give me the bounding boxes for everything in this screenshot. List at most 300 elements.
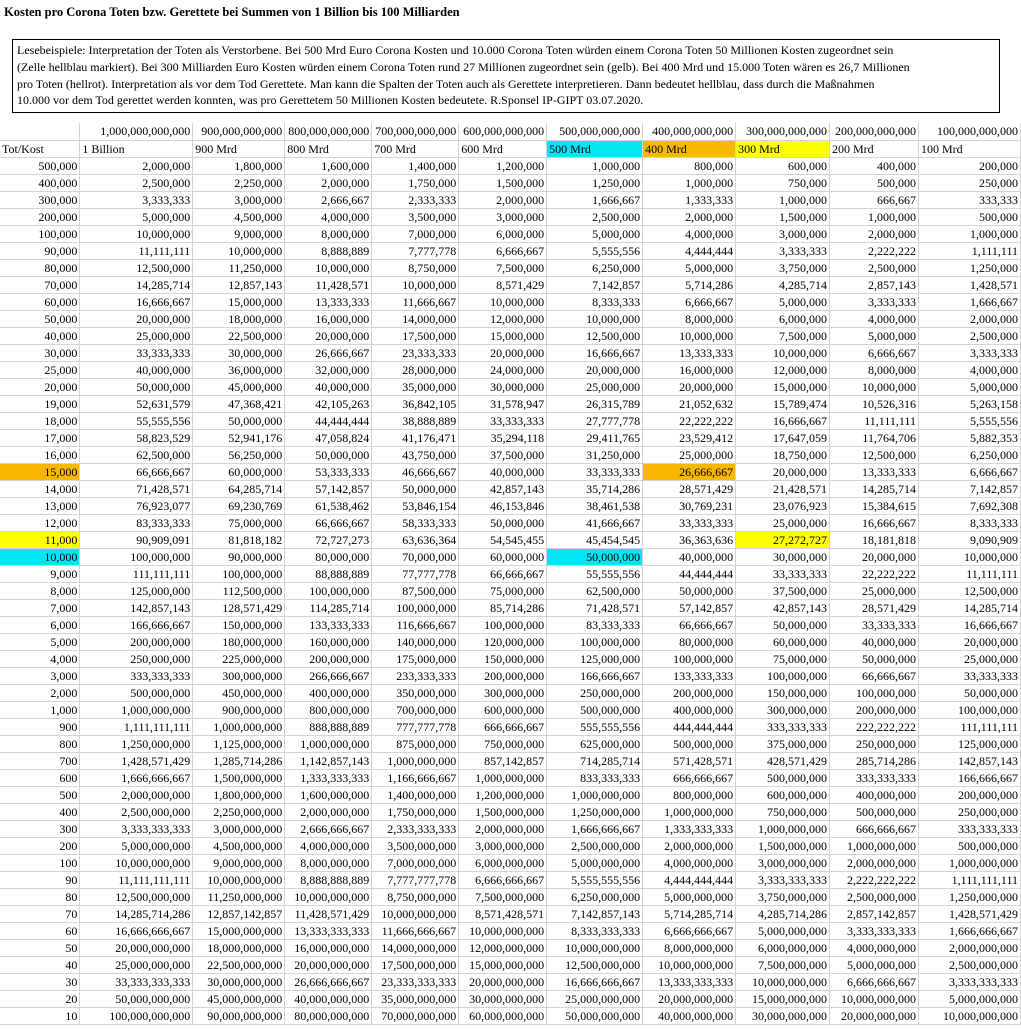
table-cell[interactable]: 4,000,000,000 bbox=[643, 854, 736, 871]
table-cell[interactable]: 500,000,000 bbox=[80, 684, 193, 701]
table-cell[interactable]: 40,000,000 bbox=[80, 361, 193, 378]
table-cell[interactable]: 36,842,105 bbox=[372, 395, 459, 412]
table-cell[interactable]: 600,000 bbox=[736, 157, 830, 174]
table-cell[interactable]: 400,000,000 bbox=[643, 701, 736, 718]
table-cell[interactable]: 2,000,000 bbox=[643, 208, 736, 225]
table-cell[interactable]: 1,125,000,000 bbox=[193, 735, 285, 752]
table-cell[interactable]: 1,200,000 bbox=[459, 157, 547, 174]
table-cell[interactable]: 33,333,333 bbox=[736, 565, 830, 582]
table-cell[interactable]: 1,250,000 bbox=[547, 174, 643, 191]
table-cell[interactable]: 6,666,667 bbox=[643, 293, 736, 310]
table-cell[interactable]: 28,571,429 bbox=[830, 599, 919, 616]
table-cell[interactable]: 5,263,158 bbox=[918, 395, 1020, 412]
table-cell[interactable]: 71,428,571 bbox=[80, 480, 193, 497]
table-cell[interactable]: 66,666,667 bbox=[285, 514, 372, 531]
table-cell[interactable]: 16,666,666,667 bbox=[547, 973, 643, 990]
table-cell[interactable]: 375,000,000 bbox=[736, 735, 830, 752]
table-cell[interactable]: 2,000,000,000 bbox=[80, 786, 193, 803]
table-cell[interactable]: 3,333,333,333 bbox=[736, 871, 830, 888]
table-cell[interactable]: 6,666,666,667 bbox=[459, 871, 547, 888]
table-cell[interactable]: 100,000,000 bbox=[918, 701, 1020, 718]
table-cell[interactable]: 875,000,000 bbox=[372, 735, 459, 752]
table-cell[interactable]: 6,250,000,000 bbox=[547, 888, 643, 905]
row-header-cell[interactable]: 50,000 bbox=[0, 310, 80, 327]
table-cell[interactable]: 4,000,000 bbox=[918, 361, 1020, 378]
table-cell[interactable]: 5,555,556 bbox=[547, 242, 643, 259]
table-cell[interactable]: 77,777,778 bbox=[372, 565, 459, 582]
table-cell[interactable]: 7,142,857 bbox=[918, 480, 1020, 497]
table-cell[interactable]: 800,000 bbox=[643, 157, 736, 174]
row-header-cell[interactable]: 200,000 bbox=[0, 208, 80, 225]
table-cell[interactable]: 400,000,000 bbox=[285, 684, 372, 701]
table-cell[interactable]: 1,000,000,000 bbox=[193, 718, 285, 735]
table-cell[interactable]: 3,333,333,333 bbox=[918, 973, 1020, 990]
table-cell[interactable]: 88,888,889 bbox=[285, 565, 372, 582]
row-header-cell[interactable]: 90,000 bbox=[0, 242, 80, 259]
table-cell[interactable]: 50,000,000 bbox=[372, 480, 459, 497]
table-cell[interactable]: 50,000,000 bbox=[643, 582, 736, 599]
table-cell[interactable]: 125,000,000 bbox=[547, 650, 643, 667]
table-cell[interactable]: 17,500,000 bbox=[372, 327, 459, 344]
table-cell[interactable]: 1,250,000 bbox=[918, 259, 1020, 276]
table-cell[interactable]: 5,714,285,714 bbox=[643, 905, 736, 922]
table-cell[interactable]: 5,000,000 bbox=[830, 327, 919, 344]
table-cell[interactable]: 54,545,455 bbox=[459, 531, 547, 548]
table-cell[interactable]: 3,000,000 bbox=[459, 208, 547, 225]
table-cell[interactable]: 60,000,000 bbox=[459, 548, 547, 565]
table-cell[interactable]: 6,250,000 bbox=[547, 259, 643, 276]
table-cell[interactable]: 40,000,000,000 bbox=[643, 1007, 736, 1024]
table-cell[interactable]: 2,857,143 bbox=[830, 276, 919, 293]
row-header-cell[interactable]: 700 bbox=[0, 752, 80, 769]
table-cell[interactable]: 4,000,000 bbox=[285, 208, 372, 225]
table-cell[interactable]: 37,500,000 bbox=[459, 446, 547, 463]
table-cell[interactable]: 10,000,000,000 bbox=[285, 888, 372, 905]
row-header-cell[interactable]: 10 bbox=[0, 1007, 80, 1024]
table-cell[interactable]: 6,000,000 bbox=[736, 310, 830, 327]
row-header-cell[interactable]: 20 bbox=[0, 990, 80, 1007]
row-header-cell[interactable]: 200 bbox=[0, 837, 80, 854]
table-cell[interactable]: 1,000,000 bbox=[918, 225, 1020, 242]
table-cell[interactable]: 5,000,000 bbox=[918, 378, 1020, 395]
table-cell[interactable]: 500,000,000 bbox=[830, 803, 919, 820]
table-cell[interactable]: 12,857,142,857 bbox=[193, 905, 285, 922]
table-cell[interactable]: 11,250,000 bbox=[193, 259, 285, 276]
table-cell[interactable]: 11,111,111 bbox=[830, 412, 919, 429]
table-cell[interactable]: 800,000,000,000 bbox=[285, 123, 372, 140]
table-cell[interactable]: 8,333,333 bbox=[918, 514, 1020, 531]
row-header-cell[interactable]: 300,000 bbox=[0, 191, 80, 208]
table-cell[interactable]: 10,000,000 bbox=[193, 242, 285, 259]
table-cell[interactable]: 69,230,769 bbox=[193, 497, 285, 514]
table-cell[interactable]: 10,000,000 bbox=[80, 225, 193, 242]
table-cell[interactable]: 7,500,000,000 bbox=[736, 956, 830, 973]
table-cell[interactable]: 35,714,286 bbox=[547, 480, 643, 497]
table-cell[interactable]: 50,000,000 bbox=[547, 548, 643, 565]
table-cell[interactable]: 20,000,000 bbox=[830, 548, 919, 565]
table-cell[interactable]: 133,333,333 bbox=[285, 616, 372, 633]
table-cell[interactable]: 15,000,000 bbox=[459, 327, 547, 344]
table-cell[interactable]: 100,000,000 bbox=[643, 650, 736, 667]
table-cell[interactable]: 14,000,000,000 bbox=[372, 939, 459, 956]
table-cell[interactable]: 300,000,000 bbox=[736, 701, 830, 718]
table-cell[interactable]: 3,750,000,000 bbox=[736, 888, 830, 905]
table-cell[interactable]: 18,000,000,000 bbox=[193, 939, 285, 956]
table-cell[interactable]: 1,111,111,111 bbox=[918, 871, 1020, 888]
table-cell[interactable]: 27,272,727 bbox=[736, 531, 830, 548]
table-cell[interactable]: 44,444,444 bbox=[285, 412, 372, 429]
table-cell[interactable]: 1,333,333,333 bbox=[643, 820, 736, 837]
table-cell[interactable]: 57,142,857 bbox=[643, 599, 736, 616]
table-cell[interactable]: 43,750,000 bbox=[372, 446, 459, 463]
table-cell[interactable]: 53,846,154 bbox=[372, 497, 459, 514]
table-cell[interactable]: 64,285,714 bbox=[193, 480, 285, 497]
table-cell[interactable]: 1,666,667 bbox=[547, 191, 643, 208]
table-cell[interactable]: 23,333,333 bbox=[372, 344, 459, 361]
table-cell[interactable]: 1,500,000 bbox=[459, 174, 547, 191]
table-cell[interactable]: 50,000,000,000 bbox=[80, 990, 193, 1007]
table-cell[interactable]: 12,000,000 bbox=[459, 310, 547, 327]
row-header-cell[interactable]: 14,000 bbox=[0, 480, 80, 497]
table-cell[interactable]: 40,000,000,000 bbox=[285, 990, 372, 1007]
table-cell[interactable]: 57,142,857 bbox=[285, 480, 372, 497]
table-cell[interactable]: 1,000,000,000 bbox=[80, 701, 193, 718]
table-cell[interactable]: 140,000,000 bbox=[372, 633, 459, 650]
table-cell[interactable]: 50,000,000 bbox=[459, 514, 547, 531]
table-cell[interactable]: 8,571,429 bbox=[459, 276, 547, 293]
row-header-cell[interactable]: 11,000 bbox=[0, 531, 80, 548]
table-cell[interactable]: 12,857,143 bbox=[193, 276, 285, 293]
table-cell[interactable]: 166,666,667 bbox=[80, 616, 193, 633]
table-cell[interactable]: 6,666,666,667 bbox=[830, 973, 919, 990]
table-cell[interactable]: 4,500,000,000 bbox=[193, 837, 285, 854]
table-cell[interactable]: 2,000,000 bbox=[918, 310, 1020, 327]
table-cell[interactable]: 13,333,333 bbox=[285, 293, 372, 310]
table-cell[interactable]: 15,000,000,000 bbox=[193, 922, 285, 939]
table-cell[interactable]: 11,428,571,429 bbox=[285, 905, 372, 922]
table-cell[interactable]: 16,666,667 bbox=[736, 412, 830, 429]
table-cell[interactable]: 180,000,000 bbox=[193, 633, 285, 650]
row-header-cell[interactable]: 900 bbox=[0, 718, 80, 735]
table-cell[interactable]: 40,000,000 bbox=[459, 463, 547, 480]
row-header-cell[interactable]: 8,000 bbox=[0, 582, 80, 599]
table-cell[interactable]: 250,000,000 bbox=[547, 684, 643, 701]
table-cell[interactable]: 500,000,000 bbox=[918, 837, 1020, 854]
table-cell[interactable]: 1,666,667 bbox=[918, 293, 1020, 310]
table-cell[interactable]: 26,315,789 bbox=[547, 395, 643, 412]
table-cell[interactable]: 20,000,000,000 bbox=[643, 990, 736, 1007]
table-cell[interactable]: 66,666,667 bbox=[459, 565, 547, 582]
table-cell[interactable]: 20,000,000 bbox=[736, 463, 830, 480]
table-cell[interactable]: 21,428,571 bbox=[736, 480, 830, 497]
table-cell[interactable]: 10,000,000,000 bbox=[193, 871, 285, 888]
table-cell[interactable]: 3,000,000,000 bbox=[459, 837, 547, 854]
table-cell[interactable]: 61,538,462 bbox=[285, 497, 372, 514]
table-cell[interactable]: 4,000,000 bbox=[643, 225, 736, 242]
table-cell[interactable]: 5,000,000 bbox=[643, 259, 736, 276]
row-header-cell[interactable]: 13,000 bbox=[0, 497, 80, 514]
table-cell[interactable]: 62,500,000 bbox=[547, 582, 643, 599]
table-cell[interactable]: 700,000,000,000 bbox=[372, 123, 459, 140]
table-cell[interactable]: 250,000,000 bbox=[918, 803, 1020, 820]
table-cell[interactable]: 66,666,667 bbox=[80, 463, 193, 480]
table-cell[interactable]: 47,058,824 bbox=[285, 429, 372, 446]
row-header-cell[interactable]: 19,000 bbox=[0, 395, 80, 412]
table-cell[interactable]: 7,777,778 bbox=[372, 242, 459, 259]
table-cell[interactable]: 160,000,000 bbox=[285, 633, 372, 650]
table-cell[interactable]: 100,000,000,000 bbox=[918, 123, 1020, 140]
table-cell[interactable]: 200,000,000 bbox=[459, 667, 547, 684]
table-cell[interactable]: 22,500,000,000 bbox=[193, 956, 285, 973]
row-header-cell[interactable]: 70 bbox=[0, 905, 80, 922]
table-cell[interactable]: 25,000,000 bbox=[643, 446, 736, 463]
table-cell[interactable]: 80,000,000 bbox=[643, 633, 736, 650]
table-cell[interactable]: 18,750,000 bbox=[736, 446, 830, 463]
table-cell[interactable]: 1,000,000,000 bbox=[918, 854, 1020, 871]
table-cell[interactable]: 11,111,111,111 bbox=[80, 871, 193, 888]
table-cell[interactable]: 20,000,000 bbox=[80, 310, 193, 327]
table-cell[interactable]: 3,333,333,333 bbox=[830, 922, 919, 939]
table-cell[interactable]: 150,000,000 bbox=[736, 684, 830, 701]
table-cell[interactable]: 600,000,000 bbox=[736, 786, 830, 803]
table-cell[interactable]: 200,000,000 bbox=[918, 786, 1020, 803]
table-cell[interactable]: 400,000,000 bbox=[830, 786, 919, 803]
table-cell[interactable]: 17,500,000,000 bbox=[372, 956, 459, 973]
table-cell[interactable]: 12,500,000 bbox=[830, 446, 919, 463]
table-cell[interactable]: 23,076,923 bbox=[736, 497, 830, 514]
table-cell[interactable]: 333,333,333 bbox=[80, 667, 193, 684]
table-cell[interactable]: 5,000,000 bbox=[736, 293, 830, 310]
table-cell[interactable]: 1,000,000,000 bbox=[372, 752, 459, 769]
table-cell[interactable]: 4,285,714,286 bbox=[736, 905, 830, 922]
table-cell[interactable]: 250,000 bbox=[918, 174, 1020, 191]
table-cell[interactable]: 8,000,000,000 bbox=[643, 939, 736, 956]
table-cell[interactable]: 111,111,111 bbox=[80, 565, 193, 582]
row-header-cell[interactable]: 15,000 bbox=[0, 463, 80, 480]
table-cell[interactable]: 31,250,000 bbox=[547, 446, 643, 463]
table-cell[interactable]: 35,000,000,000 bbox=[372, 990, 459, 1007]
table-cell[interactable]: 6,000,000,000 bbox=[459, 854, 547, 871]
table-cell[interactable]: 55,555,556 bbox=[80, 412, 193, 429]
table-cell[interactable]: 25,000,000 bbox=[547, 378, 643, 395]
table-cell[interactable]: 38,461,538 bbox=[547, 497, 643, 514]
table-cell[interactable]: 18,181,818 bbox=[830, 531, 919, 548]
table-cell[interactable]: 16,666,667 bbox=[918, 616, 1020, 633]
row-header-cell[interactable]: 800 bbox=[0, 735, 80, 752]
table-cell[interactable]: 30,000,000 bbox=[193, 344, 285, 361]
table-cell[interactable]: 800 Mrd bbox=[285, 140, 372, 157]
table-cell[interactable]: 5,882,353 bbox=[918, 429, 1020, 446]
table-cell[interactable]: 1,500,000,000 bbox=[459, 803, 547, 820]
table-cell[interactable]: 4,500,000 bbox=[193, 208, 285, 225]
table-cell[interactable]: 2,500,000,000 bbox=[918, 956, 1020, 973]
table-cell[interactable]: 9,090,909 bbox=[918, 531, 1020, 548]
table-cell[interactable]: 300,000,000 bbox=[193, 667, 285, 684]
table-cell[interactable]: 63,636,364 bbox=[372, 531, 459, 548]
row-header-cell[interactable]: 7,000 bbox=[0, 599, 80, 616]
table-cell[interactable]: 13,333,333 bbox=[643, 344, 736, 361]
table-cell[interactable]: 25,000,000,000 bbox=[547, 990, 643, 1007]
table-cell[interactable]: 16,666,667 bbox=[547, 344, 643, 361]
table-cell[interactable]: 8,000,000 bbox=[643, 310, 736, 327]
row-header-cell[interactable]: 4,000 bbox=[0, 650, 80, 667]
table-cell[interactable]: 29,411,765 bbox=[547, 429, 643, 446]
table-cell[interactable]: 5,555,556 bbox=[918, 412, 1020, 429]
table-cell[interactable]: 20,000,000 bbox=[643, 378, 736, 395]
table-cell[interactable]: 20,000,000 bbox=[285, 327, 372, 344]
table-cell[interactable]: 7,500,000 bbox=[459, 259, 547, 276]
table-cell[interactable]: 100,000,000 bbox=[547, 633, 643, 650]
table-cell[interactable]: 400,000 bbox=[830, 157, 919, 174]
table-cell[interactable]: 32,000,000 bbox=[285, 361, 372, 378]
table-cell[interactable]: 33,333,333,333 bbox=[80, 973, 193, 990]
table-cell[interactable]: 47,368,421 bbox=[193, 395, 285, 412]
table-cell[interactable]: 700 Mrd bbox=[372, 140, 459, 157]
table-cell[interactable]: 33,333,333 bbox=[830, 616, 919, 633]
table-cell[interactable]: 1,500,000,000 bbox=[736, 837, 830, 854]
table-cell[interactable]: 81,818,182 bbox=[193, 531, 285, 548]
table-cell[interactable]: 7,500,000 bbox=[736, 327, 830, 344]
table-cell[interactable]: 60,000,000 bbox=[736, 633, 830, 650]
table-cell[interactable]: 700,000,000 bbox=[372, 701, 459, 718]
table-cell[interactable]: 500,000,000 bbox=[547, 701, 643, 718]
table-cell[interactable]: 128,571,429 bbox=[193, 599, 285, 616]
table-cell[interactable]: 5,000,000,000 bbox=[736, 922, 830, 939]
table-cell[interactable]: 13,333,333,333 bbox=[285, 922, 372, 939]
table-cell[interactable]: 4,000,000,000 bbox=[285, 837, 372, 854]
table-cell[interactable]: 200,000,000 bbox=[643, 684, 736, 701]
table-cell[interactable]: 40,000,000 bbox=[643, 548, 736, 565]
table-cell[interactable]: 10,526,316 bbox=[830, 395, 919, 412]
table-cell[interactable]: 2,000,000,000 bbox=[459, 820, 547, 837]
table-cell[interactable]: 666,666,667 bbox=[830, 820, 919, 837]
table-cell[interactable]: 11,111,111 bbox=[80, 242, 193, 259]
table-cell[interactable]: 2,500,000,000 bbox=[80, 803, 193, 820]
table-cell[interactable]: 33,333,333 bbox=[643, 514, 736, 531]
row-header-cell[interactable]: Tot/Kost bbox=[0, 140, 80, 157]
table-cell[interactable]: 42,857,143 bbox=[736, 599, 830, 616]
table-cell[interactable]: 1,666,666,667 bbox=[547, 820, 643, 837]
table-cell[interactable]: 3,333,333 bbox=[80, 191, 193, 208]
table-cell[interactable]: 300,000,000,000 bbox=[736, 123, 830, 140]
table-cell[interactable]: 600,000,000 bbox=[459, 701, 547, 718]
table-cell[interactable]: 22,222,222 bbox=[643, 412, 736, 429]
row-header-cell[interactable]: 30 bbox=[0, 973, 80, 990]
table-cell[interactable]: 14,285,714,286 bbox=[80, 905, 193, 922]
table-cell[interactable]: 1,400,000,000 bbox=[372, 786, 459, 803]
table-cell[interactable]: 28,000,000 bbox=[372, 361, 459, 378]
table-cell[interactable]: 10,000,000 bbox=[547, 310, 643, 327]
table-cell[interactable]: 52,631,579 bbox=[80, 395, 193, 412]
table-cell[interactable]: 300,000,000 bbox=[459, 684, 547, 701]
table-cell[interactable]: 12,500,000,000 bbox=[80, 888, 193, 905]
table-cell[interactable]: 8,000,000 bbox=[285, 225, 372, 242]
table-cell[interactable]: 14,285,714 bbox=[80, 276, 193, 293]
table-cell[interactable]: 100,000,000 bbox=[459, 616, 547, 633]
table-cell[interactable]: 1,000,000,000 bbox=[285, 735, 372, 752]
table-cell[interactable]: 900,000,000 bbox=[193, 701, 285, 718]
table-cell[interactable]: 5,000,000 bbox=[80, 208, 193, 225]
row-header-cell[interactable]: 600 bbox=[0, 769, 80, 786]
table-cell[interactable]: 1,000,000 bbox=[547, 157, 643, 174]
table-cell[interactable]: 70,000,000 bbox=[372, 548, 459, 565]
table-cell[interactable]: 2,500,000 bbox=[918, 327, 1020, 344]
row-header-cell[interactable]: 80 bbox=[0, 888, 80, 905]
table-cell[interactable]: 7,142,857,143 bbox=[547, 905, 643, 922]
table-cell[interactable]: 46,666,667 bbox=[372, 463, 459, 480]
table-cell[interactable]: 2,500,000 bbox=[80, 174, 193, 191]
table-cell[interactable]: 12,500,000 bbox=[918, 582, 1020, 599]
table-cell[interactable]: 66,666,667 bbox=[643, 616, 736, 633]
table-cell[interactable]: 1,000,000 bbox=[643, 174, 736, 191]
table-cell[interactable]: 500 Mrd bbox=[547, 140, 643, 157]
row-header-cell[interactable]: 18,000 bbox=[0, 412, 80, 429]
table-cell[interactable]: 1,250,000,000 bbox=[918, 888, 1020, 905]
table-cell[interactable]: 5,000,000,000 bbox=[643, 888, 736, 905]
table-cell[interactable]: 100,000,000 bbox=[830, 684, 919, 701]
table-cell[interactable]: 1 Billion bbox=[80, 140, 193, 157]
table-cell[interactable]: 11,666,667 bbox=[372, 293, 459, 310]
table-cell[interactable]: 2,500,000,000 bbox=[830, 888, 919, 905]
table-cell[interactable]: 1,142,857,143 bbox=[285, 752, 372, 769]
table-cell[interactable]: 7,500,000,000 bbox=[459, 888, 547, 905]
table-cell[interactable]: 10,000,000 bbox=[643, 327, 736, 344]
table-cell[interactable]: 24,000,000 bbox=[459, 361, 547, 378]
table-cell[interactable]: 1,750,000,000 bbox=[372, 803, 459, 820]
table-cell[interactable]: 36,000,000 bbox=[193, 361, 285, 378]
table-cell[interactable]: 3,500,000 bbox=[372, 208, 459, 225]
table-cell[interactable]: 777,777,778 bbox=[372, 718, 459, 735]
table-cell[interactable]: 10,000,000,000 bbox=[372, 905, 459, 922]
table-cell[interactable]: 33,333,333 bbox=[80, 344, 193, 361]
table-cell[interactable]: 52,941,176 bbox=[193, 429, 285, 446]
table-cell[interactable]: 3,000,000 bbox=[193, 191, 285, 208]
table-cell[interactable]: 35,000,000 bbox=[372, 378, 459, 395]
row-header-cell[interactable]: 100 bbox=[0, 854, 80, 871]
table-cell[interactable]: 10,000,000 bbox=[285, 259, 372, 276]
table-cell[interactable]: 20,000,000 bbox=[459, 344, 547, 361]
table-cell[interactable]: 22,500,000 bbox=[193, 327, 285, 344]
table-cell[interactable]: 2,666,666,667 bbox=[285, 820, 372, 837]
table-cell[interactable]: 25,000,000,000 bbox=[80, 956, 193, 973]
table-cell[interactable]: 15,384,615 bbox=[830, 497, 919, 514]
table-cell[interactable]: 8,000,000,000 bbox=[285, 854, 372, 871]
table-cell[interactable]: 100,000,000 bbox=[193, 565, 285, 582]
table-cell[interactable]: 2,000,000,000 bbox=[643, 837, 736, 854]
table-cell[interactable]: 10,000,000 bbox=[830, 378, 919, 395]
table-cell[interactable]: 3,333,333 bbox=[830, 293, 919, 310]
row-header-cell[interactable]: 16,000 bbox=[0, 446, 80, 463]
table-cell[interactable]: 1,600,000 bbox=[285, 157, 372, 174]
table-cell[interactable]: 600,000,000,000 bbox=[459, 123, 547, 140]
table-cell[interactable]: 37,500,000 bbox=[736, 582, 830, 599]
table-cell[interactable]: 111,111,111 bbox=[918, 718, 1020, 735]
table-cell[interactable]: 750,000 bbox=[736, 174, 830, 191]
table-cell[interactable]: 450,000,000 bbox=[193, 684, 285, 701]
table-cell[interactable]: 9,000,000 bbox=[193, 225, 285, 242]
table-cell[interactable]: 1,000,000,000 bbox=[459, 769, 547, 786]
table-cell[interactable]: 21,052,632 bbox=[643, 395, 736, 412]
table-cell[interactable]: 266,666,667 bbox=[285, 667, 372, 684]
table-cell[interactable]: 3,333,333 bbox=[736, 242, 830, 259]
table-cell[interactable]: 400,000,000,000 bbox=[643, 123, 736, 140]
table-cell[interactable]: 10,000,000,000 bbox=[918, 1007, 1020, 1024]
table-cell[interactable]: 62,500,000 bbox=[80, 446, 193, 463]
table-cell[interactable]: 25,000,000 bbox=[918, 650, 1020, 667]
table-cell[interactable]: 750,000,000 bbox=[459, 735, 547, 752]
table-cell[interactable]: 58,823,529 bbox=[80, 429, 193, 446]
table-cell[interactable]: 90,909,091 bbox=[80, 531, 193, 548]
